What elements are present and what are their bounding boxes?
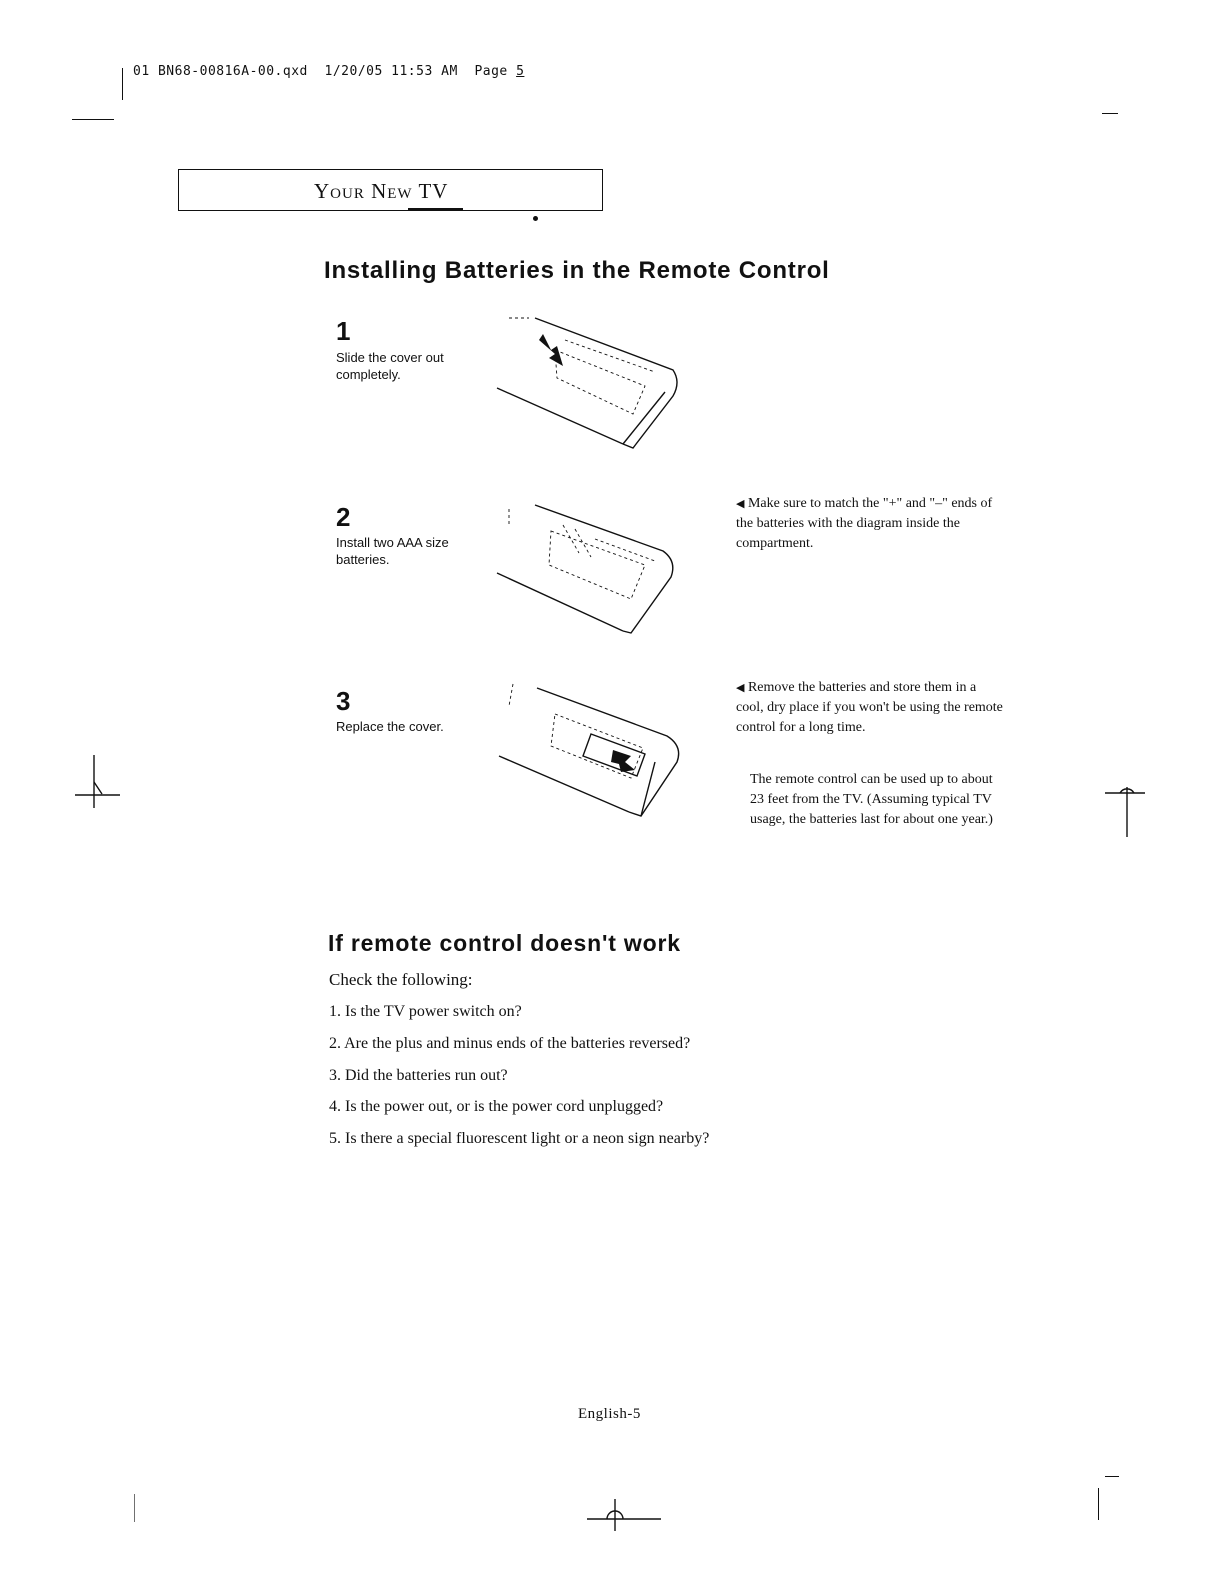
remote-cover-slide-illustration [495,310,685,455]
crop-mark-bottom-right [1098,1488,1099,1520]
troubleshooting-title: If remote control doesn't work [328,930,681,956]
note-battery-storage-text: Remove the batteries and store them in a cool, dry place if you won't be using the remote control for a long time. [736,680,1003,735]
note-battery-polarity-text: Make sure to match the "+" and "–" ends of the batteries with the diagram inside the compartment. [736,496,993,551]
list-item: 3. Did the batteries run out? [329,1067,508,1084]
header-dot [533,216,538,221]
note-battery-storage [736,678,1006,738]
list-item: 2. Are the plus and minus ends of the batteries reversed? [329,1035,691,1052]
step-3-number: 3 [336,686,351,716]
section-header-title: Your New TV [314,179,449,203]
note-battery-polarity [736,494,1006,554]
header-underline [408,208,463,210]
list-item: 4. Is the power out, or is the power cord unplugged? [329,1098,664,1115]
print-slug [133,64,524,79]
cover-replace-illustration [495,680,695,825]
list-item: 5. Is there a special fluorescent light or a neon sign nearby? [329,1130,710,1147]
slug-page-label: Page [474,64,508,79]
slug-date: 1/20/05 [324,64,383,79]
slug-file: 01 BN68-00816A-00.qxd [133,64,308,79]
step-2-number: 2 [336,502,351,532]
registration-mark-left [70,750,130,810]
registration-mark-right [1100,775,1150,840]
step-1-text: Slide the cover out completely. [336,350,444,382]
list-item: 1. Is the TV power switch on? [329,1003,522,1020]
battery-install-illustration [495,495,685,640]
slug-time: 11:53 AM [391,64,458,79]
troubleshooting-intro: Check the following: [329,970,473,989]
crop-mark-top-left [122,68,123,100]
crop-mark-bottom-left [134,1494,135,1522]
step-2-text: Install two AAA size batteries. [336,535,449,567]
crop-mark-bottom-right-h [1105,1476,1119,1477]
note-remote-range: The remote control can be used up to about 23 feet from the TV. (Assuming typical TV usage, the batteries last for about one year.) [750,772,993,827]
slug-page-number: 5 [516,64,525,79]
note-marker-icon-2: ◀ [736,682,745,694]
page-footer: English-5 [578,1406,641,1422]
note-marker-icon: ◀ [736,498,745,510]
step-3-text: Replace the cover. [336,719,444,734]
crop-mark-top-right [1102,113,1118,114]
crop-mark-top-left-h [72,119,114,120]
registration-mark-bottom [585,1495,665,1535]
step-1-number: 1 [336,316,351,346]
page-title: Installing Batteries in the Remote Control [324,257,830,284]
